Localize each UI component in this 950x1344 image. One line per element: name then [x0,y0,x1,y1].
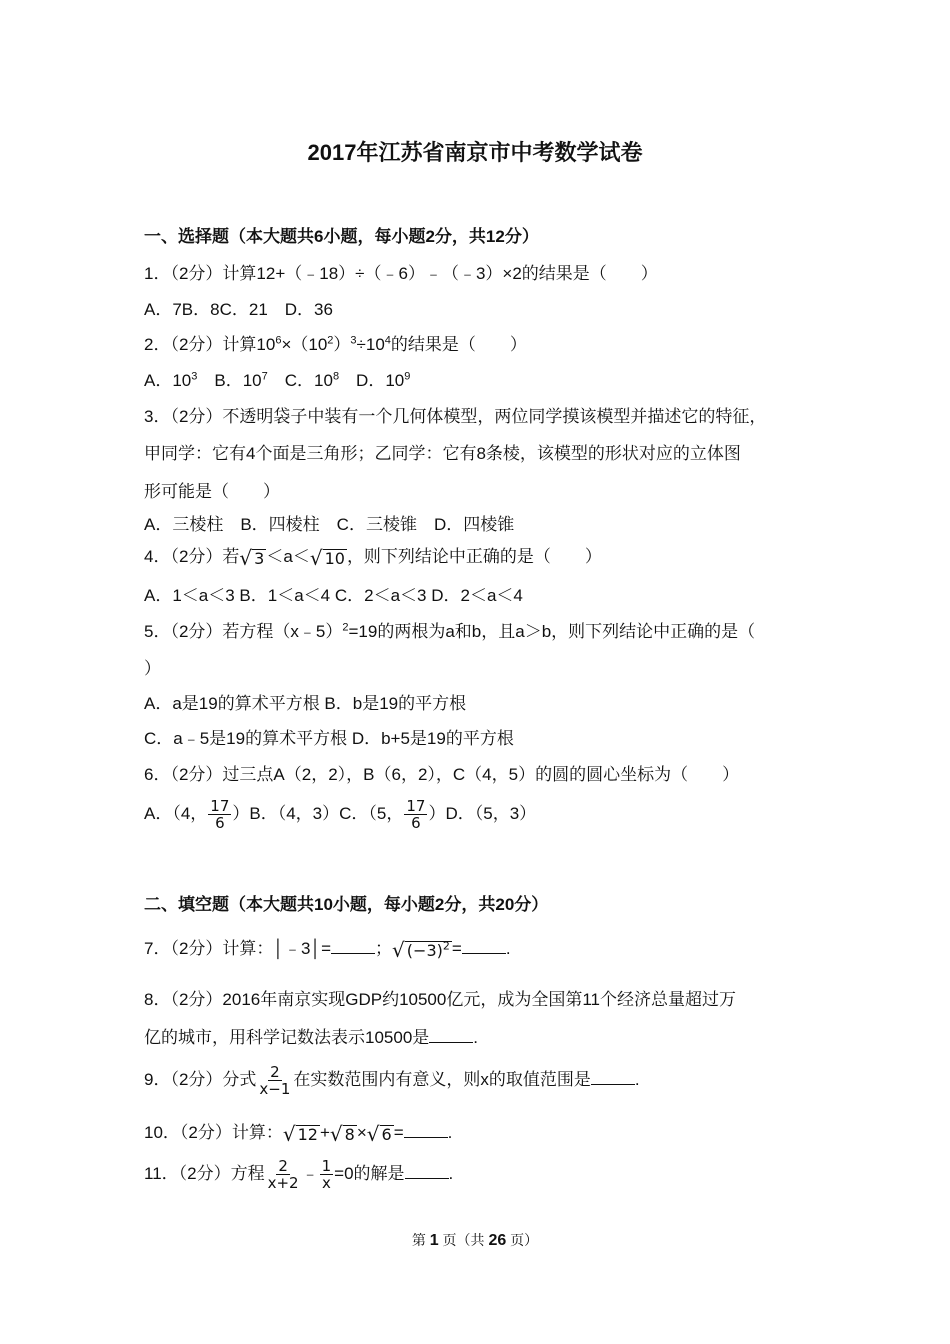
question-10: 10．（2分）计算： √ 12 + √ 8 × √ 6 = . [144,1121,453,1146]
question-1-options: A．7B．8C．21 D．36 [144,300,333,319]
answer-blank [405,1164,449,1179]
fraction-17-6: $\frac{17}{6}$ [210,797,230,832]
question-5-options-cd: C．a﹣5是19的算术平方根 D．b+5是19的平方根 [144,729,514,748]
question-2: 2．（2分）计算$10^6\times(10^2)^3\div 10^4$的结果是（ ） [144,334,527,354]
section-2-heading: 二、填空题（本大题共10小题，每小题2分，共20分） [144,895,549,914]
fraction-2-over-x-1: $\frac{2}{x-1}$ [259,1063,291,1098]
question-3-line-1: 3．（2分）不透明袋子中装有一个几何体模型，两位同学摸该模型并描述它的特征， [144,407,767,426]
section-1-heading: 一、选择题（本大题共6小题，每小题2分，共12分） [144,227,539,246]
question-2-options: A．$10^3$ B．$10^7$ C．$10^8$ D．$10^9$ [144,370,411,390]
question-3-line-3: 形可能是（ ） [144,482,280,501]
question-6: 6．（2分）过三点A（2，2），B（6，2），C（4，5）的圆的圆心坐标为（ ） [144,765,740,784]
sqrt-neg3-squared: √ $(-3)^2$ [392,937,450,962]
question-5-line-1: 5．（2分）若方程（x﹣5）$^2$=19的两根为a和b，且a＞b，则下列结论中正确的是（ [144,621,756,641]
question-9: 9．（2分）分式 $\frac{2}{x-1}$ 在实数范围内有意义，则x的取值范围是 . [144,1063,640,1098]
fraction-2-over-x+2: $\frac{2}{x+2}$ [267,1157,299,1192]
question-5-line-2: ） [144,659,161,678]
sqrt-12: √ 12 [282,1121,318,1146]
sqrt-6: √ 6 [366,1121,392,1146]
page-title: 2017年江苏省南京市中考数学试卷 [307,140,643,165]
answer-blank [404,1123,448,1138]
question-11: 11．（2分）方程 $\frac{2}{x+2}$ ﹣ $\frac{1}{x}$ =0的解是 . [144,1157,454,1192]
answer-blank [462,939,506,954]
fraction-17-6: $\frac{17}{6}$ [406,797,426,832]
question-8-line-1: 8．（2分）2016年南京实现GDP约10500亿元，成为全国第11个经济总量超过万 [144,990,736,1009]
question-7: 7．（2分）计算：│﹣3│= ； √ $(-3)^2$ = . [144,937,511,962]
question-1: 1．（2分）计算12+（﹣18）÷（﹣6）﹣（﹣3）×2的结果是（ ） [144,264,658,283]
question-5-options-ab: A．a是19的算术平方根 B．b是19的平方根 [144,694,467,713]
answer-blank [331,939,375,954]
question-8-line-2: 亿的城市，用科学记数法表示10500是 . [144,1028,479,1047]
sqrt-8: √ 8 [329,1121,355,1146]
sqrt-10: √ 10 [309,545,345,570]
question-4-options: A．1＜a＜3 B．1＜a＜4 C．2＜a＜3 D．2＜a＜4 [144,586,523,605]
question-3-line-2: 甲同学：它有4个面是三角形；乙同学：它有8条棱，该模型的形状对应的立体图 [144,444,741,463]
answer-blank [429,1028,473,1043]
fraction-1-over-x: $\frac{1}{x}$ [321,1157,332,1192]
question-6-options: A．（4， $\frac{17}{6}$ ）B．（4，3）C．（5， $\frac{17}{6}$ ）D．（5，3） [144,797,537,832]
page-footer: 第 1 页（共 26 页） [411,1232,539,1249]
question-4: 4．（2分）若 √ 3 ＜a＜ √ 10 ，则下列结论中正确的是（ ） [144,545,602,570]
sqrt-3: √ 3 [239,545,265,570]
answer-blank [591,1070,635,1085]
question-3-options: A．三棱柱 B．四棱柱 C．三棱锥 D．四棱锥 [144,515,515,534]
